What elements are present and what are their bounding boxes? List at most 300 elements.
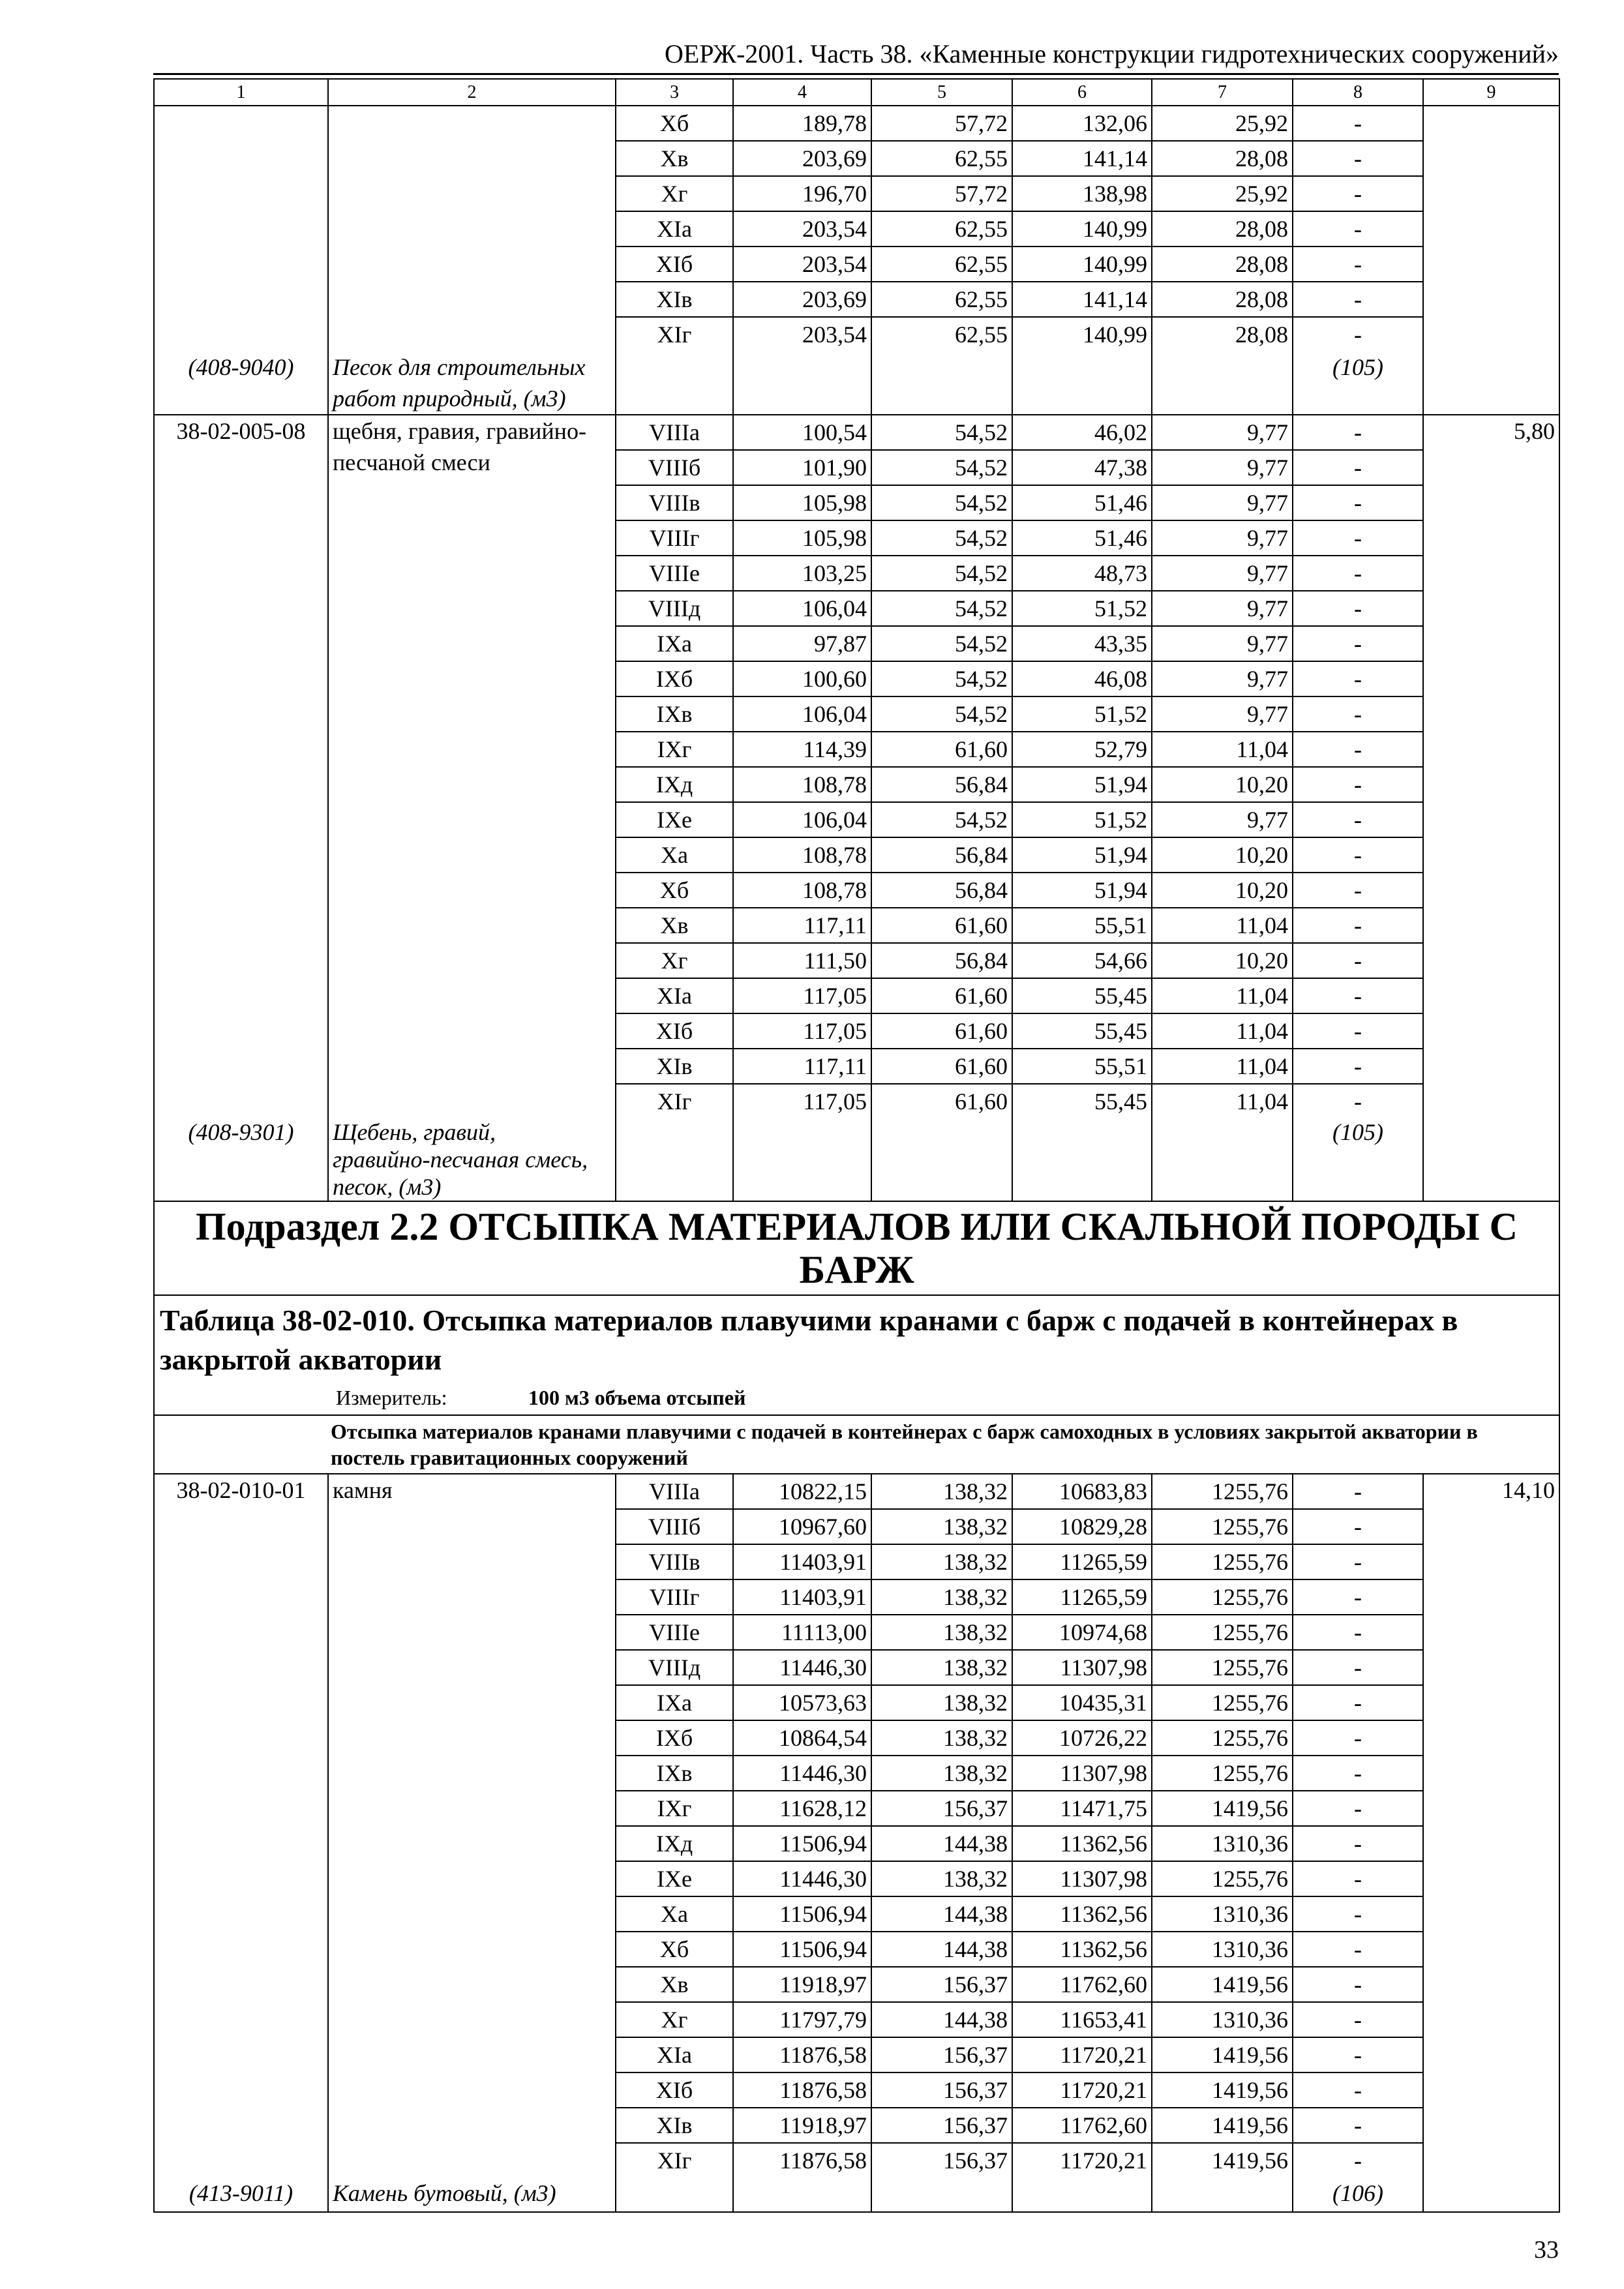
- wages-cell: 61,60: [871, 908, 1012, 943]
- zone-cell: Xг: [616, 2002, 733, 2037]
- page-number: 33: [1534, 2236, 1559, 2264]
- total-cost-cell: 10822,15: [733, 1474, 871, 1509]
- materials-cell: -: [1293, 978, 1423, 1013]
- materials-cell: -: [1293, 1685, 1423, 1720]
- materials-cell: -: [1293, 450, 1423, 485]
- wages-cell: 144,38: [871, 1932, 1012, 1967]
- zone-cell: VIIIв: [616, 1544, 733, 1579]
- total-cost-cell: 203,69: [733, 141, 871, 176]
- machine-cost-cell: 51,52: [1012, 802, 1152, 837]
- wages-cell: 56,84: [871, 837, 1012, 873]
- total-cost-cell: 10864,54: [733, 1720, 871, 1756]
- empty-cell: [871, 1118, 1012, 1201]
- machine-cost-cell: 11362,56: [1012, 1896, 1152, 1932]
- zone-cell: VIIIа: [616, 415, 733, 450]
- total-cost-cell: 100,54: [733, 415, 871, 450]
- zone-cell: IXг: [616, 1791, 733, 1826]
- materials-cell: -: [1293, 1579, 1423, 1615]
- wages-cell: 156,37: [871, 2072, 1012, 2108]
- material-name: [328, 1118, 616, 1201]
- machine-cost-cell: 11307,98: [1012, 1650, 1152, 1685]
- zone-cell: VIIIб: [616, 1509, 733, 1544]
- column-number: 3: [616, 79, 733, 106]
- column-number: 7: [1152, 79, 1293, 106]
- operator-wages-cell: 28,08: [1152, 141, 1293, 176]
- operator-wages-cell: 1255,76: [1152, 1544, 1293, 1579]
- operator-wages-cell: 25,92: [1152, 176, 1293, 211]
- zone-cell: VIIIд: [616, 1650, 733, 1685]
- zone-cell: XIв: [616, 282, 733, 317]
- rate-code: 38-02-010-01: [154, 1474, 328, 2177]
- operator-wages-cell: 9,77: [1152, 556, 1293, 591]
- materials-cell: -: [1293, 247, 1423, 282]
- total-cost-cell: 10573,63: [733, 1685, 871, 1720]
- total-cost-cell: 111,50: [733, 943, 871, 978]
- materials-cell: -: [1293, 2037, 1423, 2072]
- zone-cell: VIIIе: [616, 556, 733, 591]
- wages-cell: 138,32: [871, 1509, 1012, 1544]
- wages-cell: 156,37: [871, 1967, 1012, 2002]
- machine-cost-cell: 48,73: [1012, 556, 1152, 591]
- operator-wages-cell: 1310,36: [1152, 1826, 1293, 1861]
- materials-cell: -: [1293, 415, 1423, 450]
- machine-cost-cell: 55,51: [1012, 908, 1152, 943]
- zone-cell: XIа: [616, 978, 733, 1013]
- materials-cell: -: [1293, 1615, 1423, 1650]
- total-cost-cell: 105,98: [733, 485, 871, 520]
- operator-wages-cell: 1255,76: [1152, 1650, 1293, 1685]
- materials-cell: -: [1293, 1932, 1423, 1967]
- operator-wages-cell: 1419,56: [1152, 2037, 1293, 2072]
- materials-cell: -: [1293, 1509, 1423, 1544]
- materials-cell: -: [1293, 1013, 1423, 1049]
- zone-cell: XIб: [616, 247, 733, 282]
- zone-cell: Xв: [616, 141, 733, 176]
- zone-cell: VIIIг: [616, 520, 733, 556]
- material-qty: (105): [1293, 1118, 1423, 1201]
- total-cost-cell: 103,25: [733, 556, 871, 591]
- zone-cell: XIг: [616, 317, 733, 352]
- material-code: (408-9301): [154, 1118, 328, 1201]
- total-cost-cell: 106,04: [733, 802, 871, 837]
- name-cell-empty: [328, 106, 616, 352]
- empty-cell: [1012, 1118, 1152, 1201]
- wages-cell: 61,60: [871, 1049, 1012, 1084]
- machine-cost-cell: 46,02: [1012, 415, 1152, 450]
- operator-wages-cell: 1310,36: [1152, 1896, 1293, 1932]
- wages-cell: 156,37: [871, 1791, 1012, 1826]
- zone-cell: Xб: [616, 106, 733, 141]
- materials-cell: -: [1293, 317, 1423, 352]
- table-title-row: [154, 1295, 1559, 1415]
- wages-cell: 156,37: [871, 2037, 1012, 2072]
- wages-cell: 138,32: [871, 1579, 1012, 1615]
- col9-value: 5,80: [1423, 415, 1559, 1118]
- wages-cell: 62,55: [871, 317, 1012, 352]
- rate-name: [328, 415, 616, 1118]
- wages-cell: 144,38: [871, 1896, 1012, 1932]
- wages-cell: 156,37: [871, 2108, 1012, 2143]
- materials-cell: -: [1293, 837, 1423, 873]
- wages-cell: 144,38: [871, 1826, 1012, 1861]
- total-cost-cell: 11876,58: [733, 2143, 871, 2177]
- empty-cell: [1012, 2177, 1152, 2212]
- materials-cell: -: [1293, 1474, 1423, 1509]
- zone-cell: IXа: [616, 1685, 733, 1720]
- total-cost-cell: 11918,97: [733, 1967, 871, 2002]
- materials-cell: -: [1293, 591, 1423, 626]
- materials-cell: -: [1293, 873, 1423, 908]
- zone-cell: IXе: [616, 802, 733, 837]
- empty-cell: [1012, 352, 1152, 415]
- total-cost-cell: 105,98: [733, 520, 871, 556]
- operator-wages-cell: 9,77: [1152, 415, 1293, 450]
- operator-wages-cell: 1310,36: [1152, 2002, 1293, 2037]
- zone-cell: Xа: [616, 837, 733, 873]
- column-number: 4: [733, 79, 871, 106]
- zone-cell: XIб: [616, 1013, 733, 1049]
- material-name-line: песок, (м3): [333, 1174, 442, 1200]
- machine-cost-cell: 140,99: [1012, 211, 1152, 247]
- total-cost-cell: 108,78: [733, 837, 871, 873]
- empty-cell: [616, 352, 733, 415]
- machine-cost-cell: 11471,75: [1012, 1791, 1152, 1826]
- zone-cell: XIа: [616, 2037, 733, 2072]
- wages-cell: 57,72: [871, 106, 1012, 141]
- rates-table: [153, 78, 1560, 2213]
- zone-cell: Xб: [616, 873, 733, 908]
- zone-cell: VIIIе: [616, 1615, 733, 1650]
- operator-wages-cell: 1255,76: [1152, 1720, 1293, 1756]
- total-cost-cell: 97,87: [733, 626, 871, 661]
- wages-cell: 54,52: [871, 450, 1012, 485]
- materials-cell: -: [1293, 943, 1423, 978]
- operator-wages-cell: 10,20: [1152, 767, 1293, 802]
- machine-cost-cell: 55,45: [1012, 978, 1152, 1013]
- machine-cost-cell: 51,46: [1012, 485, 1152, 520]
- machine-cost-cell: 51,94: [1012, 873, 1152, 908]
- material-row: [154, 352, 1559, 415]
- wages-cell: 138,32: [871, 1544, 1012, 1579]
- wages-cell: 144,38: [871, 2002, 1012, 2037]
- total-cost-cell: 203,54: [733, 317, 871, 352]
- measure-value: 100 м3 объема отсыпей: [528, 1386, 746, 1409]
- machine-cost-cell: 51,94: [1012, 767, 1152, 802]
- operator-wages-cell: 1419,56: [1152, 1791, 1293, 1826]
- zone-cell: Xв: [616, 908, 733, 943]
- machine-cost-cell: 10829,28: [1012, 1509, 1152, 1544]
- operator-wages-cell: 1419,56: [1152, 1967, 1293, 2002]
- total-cost-cell: 11876,58: [733, 2037, 871, 2072]
- measure-label: Измеритель:: [336, 1386, 447, 1409]
- materials-cell: -: [1293, 211, 1423, 247]
- subsection-description: Отсыпка материалов кранами плавучими с подачей в контейнерах с барж самоходных в условиях закрытой акватории в постель гравитационных сооружений: [154, 1415, 1559, 1474]
- machine-cost-cell: 55,51: [1012, 1049, 1152, 1084]
- materials-cell: -: [1293, 282, 1423, 317]
- zone-cell: Xв: [616, 1967, 733, 2002]
- machine-cost-cell: 10974,68: [1012, 1615, 1152, 1650]
- total-cost-cell: 11506,94: [733, 1896, 871, 1932]
- zone-cell: IXд: [616, 1826, 733, 1861]
- machine-cost-cell: 51,46: [1012, 520, 1152, 556]
- zone-cell: IXб: [616, 1720, 733, 1756]
- material-code: (413-9011): [154, 2177, 328, 2212]
- machine-cost-cell: 55,45: [1012, 1084, 1152, 1118]
- operator-wages-cell: 9,77: [1152, 450, 1293, 485]
- zone-cell: VIIIд: [616, 591, 733, 626]
- machine-cost-cell: 141,14: [1012, 282, 1152, 317]
- code-cell-empty: [154, 106, 328, 352]
- empty-cell: [871, 2177, 1012, 2212]
- materials-cell: -: [1293, 696, 1423, 732]
- zone-cell: Xг: [616, 176, 733, 211]
- operator-wages-cell: 9,77: [1152, 520, 1293, 556]
- running-header: ОЕРЖ-2001. Часть 38. «Каменные конструкции гидротехнических сооружений»: [664, 39, 1559, 68]
- column-number: 8: [1293, 79, 1423, 106]
- operator-wages-cell: 1419,56: [1152, 2108, 1293, 2143]
- machine-cost-cell: 11762,60: [1012, 1967, 1152, 2002]
- operator-wages-cell: 11,04: [1152, 1049, 1293, 1084]
- total-cost-cell: 117,05: [733, 1084, 871, 1118]
- materials-cell: -: [1293, 1791, 1423, 1826]
- machine-cost-cell: 140,99: [1012, 247, 1152, 282]
- operator-wages-cell: 9,77: [1152, 696, 1293, 732]
- operator-wages-cell: 1255,76: [1152, 1509, 1293, 1544]
- total-cost-cell: 189,78: [733, 106, 871, 141]
- total-cost-cell: 100,60: [733, 661, 871, 696]
- machine-cost-cell: 10726,22: [1012, 1720, 1152, 1756]
- materials-cell: -: [1293, 1049, 1423, 1084]
- wages-cell: 56,84: [871, 767, 1012, 802]
- wages-cell: 62,55: [871, 141, 1012, 176]
- zone-cell: VIIIв: [616, 485, 733, 520]
- operator-wages-cell: 9,77: [1152, 485, 1293, 520]
- operator-wages-cell: 11,04: [1152, 732, 1293, 767]
- empty-cell: [1423, 352, 1559, 415]
- materials-cell: -: [1293, 1756, 1423, 1791]
- machine-cost-cell: 132,06: [1012, 106, 1152, 141]
- wages-cell: 54,52: [871, 591, 1012, 626]
- zone-cell: XIг: [616, 1084, 733, 1118]
- materials-cell: -: [1293, 141, 1423, 176]
- operator-wages-cell: 1419,56: [1152, 2072, 1293, 2108]
- zone-cell: XIв: [616, 2108, 733, 2143]
- operator-wages-cell: 10,20: [1152, 873, 1293, 908]
- column-number: 9: [1423, 79, 1559, 106]
- wages-cell: 56,84: [871, 873, 1012, 908]
- materials-cell: -: [1293, 908, 1423, 943]
- material-row: [154, 2177, 1559, 2212]
- wages-cell: 54,52: [871, 485, 1012, 520]
- total-cost-cell: 11446,30: [733, 1650, 871, 1685]
- zone-cell: IXг: [616, 732, 733, 767]
- total-cost-cell: 10967,60: [733, 1509, 871, 1544]
- machine-cost-cell: 54,66: [1012, 943, 1152, 978]
- wages-cell: 61,60: [871, 1084, 1012, 1118]
- subsection-row: [154, 1415, 1559, 1474]
- operator-wages-cell: 28,08: [1152, 282, 1293, 317]
- empty-cell: [616, 2177, 733, 2212]
- wages-cell: 138,32: [871, 1756, 1012, 1791]
- material-qty: (105): [1293, 352, 1423, 415]
- operator-wages-cell: 1255,76: [1152, 1861, 1293, 1896]
- wages-cell: 54,52: [871, 415, 1012, 450]
- wages-cell: 138,32: [871, 1720, 1012, 1756]
- col9-value: 14,10: [1423, 1474, 1559, 2177]
- machine-cost-cell: 11653,41: [1012, 2002, 1152, 2037]
- section-title-row: [154, 1201, 1559, 1295]
- material-qty: (106): [1293, 2177, 1423, 2212]
- operator-wages-cell: 28,08: [1152, 247, 1293, 282]
- empty-cell: [1423, 1118, 1559, 1201]
- wages-cell: 61,60: [871, 978, 1012, 1013]
- table-title: [154, 1295, 1559, 1415]
- materials-cell: -: [1293, 176, 1423, 211]
- wages-cell: 54,52: [871, 520, 1012, 556]
- zone-cell: IXе: [616, 1861, 733, 1896]
- total-cost-cell: 11113,00: [733, 1615, 871, 1650]
- operator-wages-cell: 11,04: [1152, 978, 1293, 1013]
- col9-cell-empty: [1423, 106, 1559, 352]
- empty-cell: [1423, 2177, 1559, 2212]
- wages-cell: 56,84: [871, 943, 1012, 978]
- zone-cell: IXа: [616, 626, 733, 661]
- zone-cell: XIб: [616, 2072, 733, 2108]
- operator-wages-cell: 28,08: [1152, 211, 1293, 247]
- wages-cell: 138,32: [871, 1861, 1012, 1896]
- machine-cost-cell: 51,94: [1012, 837, 1152, 873]
- total-cost-cell: 101,90: [733, 450, 871, 485]
- data-row: [154, 1474, 1559, 1509]
- machine-cost-cell: 47,38: [1012, 450, 1152, 485]
- machine-cost-cell: 46,08: [1012, 661, 1152, 696]
- zone-cell: IXд: [616, 767, 733, 802]
- section-title: Подраздел 2.2 ОТСЫПКА МАТЕРИАЛОВ ИЛИ СКАЛЬНОЙ ПОРОДЫ С БАРЖ: [154, 1201, 1559, 1295]
- materials-cell: -: [1293, 1967, 1423, 2002]
- machine-cost-cell: 141,14: [1012, 141, 1152, 176]
- materials-cell: -: [1293, 732, 1423, 767]
- total-cost-cell: 203,69: [733, 282, 871, 317]
- machine-cost-cell: 11762,60: [1012, 2108, 1152, 2143]
- materials-cell: -: [1293, 485, 1423, 520]
- table-title-text: Таблица 38-02-010. Отсыпка материалов плавучими кранами с барж с подачей в контейнерах в закрытой акватории: [160, 1304, 1458, 1376]
- wages-cell: 61,60: [871, 1013, 1012, 1049]
- materials-cell: -: [1293, 106, 1423, 141]
- empty-cell: [616, 1118, 733, 1201]
- operator-wages-cell: 1255,76: [1152, 1579, 1293, 1615]
- wages-cell: 61,60: [871, 732, 1012, 767]
- data-row: [154, 106, 1559, 141]
- zone-cell: Xг: [616, 943, 733, 978]
- total-cost-cell: 11403,91: [733, 1579, 871, 1615]
- zone-cell: VIIIа: [616, 1474, 733, 1509]
- zone-cell: XIа: [616, 211, 733, 247]
- machine-cost-cell: 55,45: [1012, 1013, 1152, 1049]
- material-name-line: работ природный, (м3): [333, 385, 566, 411]
- material-name-line: гравийно-песчаная смесь,: [333, 1146, 588, 1173]
- total-cost-cell: 11446,30: [733, 1756, 871, 1791]
- operator-wages-cell: 1419,56: [1152, 2143, 1293, 2177]
- zone-cell: Xб: [616, 1932, 733, 1967]
- total-cost-cell: 203,54: [733, 211, 871, 247]
- wages-cell: 138,32: [871, 1685, 1012, 1720]
- materials-cell: -: [1293, 1861, 1423, 1896]
- empty-cell: [1152, 2177, 1293, 2212]
- rates-table-body: [154, 79, 1559, 2212]
- total-cost-cell: 11446,30: [733, 1861, 871, 1896]
- column-number-row: [154, 79, 1559, 106]
- total-cost-cell: 117,11: [733, 1049, 871, 1084]
- operator-wages-cell: 10,20: [1152, 837, 1293, 873]
- materials-cell: -: [1293, 556, 1423, 591]
- machine-cost-cell: 10683,83: [1012, 1474, 1152, 1509]
- machine-cost-cell: 11362,56: [1012, 1826, 1152, 1861]
- total-cost-cell: 11403,91: [733, 1544, 871, 1579]
- materials-cell: -: [1293, 2108, 1423, 2143]
- wages-cell: 54,52: [871, 696, 1012, 732]
- empty-cell: [733, 1118, 871, 1201]
- materials-cell: -: [1293, 2002, 1423, 2037]
- column-number: 1: [154, 79, 328, 106]
- materials-cell: -: [1293, 1826, 1423, 1861]
- material-row: [154, 1118, 1559, 1201]
- rate-code: 38-02-005-08: [154, 415, 328, 1118]
- operator-wages-cell: 28,08: [1152, 317, 1293, 352]
- machine-cost-cell: 11362,56: [1012, 1932, 1152, 1967]
- material-name-line: Песок для строительных: [333, 354, 586, 380]
- machine-cost-cell: 11265,59: [1012, 1544, 1152, 1579]
- operator-wages-cell: 11,04: [1152, 1013, 1293, 1049]
- total-cost-cell: 11876,58: [733, 2072, 871, 2108]
- empty-cell: [1152, 1118, 1293, 1201]
- empty-cell: [871, 352, 1012, 415]
- total-cost-cell: 117,05: [733, 1013, 871, 1049]
- materials-cell: -: [1293, 1544, 1423, 1579]
- operator-wages-cell: 10,20: [1152, 943, 1293, 978]
- operator-wages-cell: 25,92: [1152, 106, 1293, 141]
- machine-cost-cell: 52,79: [1012, 732, 1152, 767]
- total-cost-cell: 106,04: [733, 696, 871, 732]
- material-name: Камень бутовый, (м3): [328, 2177, 616, 2212]
- material-code: (408-9040): [154, 352, 328, 415]
- data-row: [154, 415, 1559, 450]
- total-cost-cell: 11628,12: [733, 1791, 871, 1826]
- machine-cost-cell: 51,52: [1012, 591, 1152, 626]
- rate-name: камня: [328, 1474, 616, 2177]
- operator-wages-cell: 11,04: [1152, 908, 1293, 943]
- total-cost-cell: 117,05: [733, 978, 871, 1013]
- operator-wages-cell: 1255,76: [1152, 1756, 1293, 1791]
- operator-wages-cell: 1310,36: [1152, 1932, 1293, 1967]
- machine-cost-cell: 10435,31: [1012, 1685, 1152, 1720]
- column-number: 5: [871, 79, 1012, 106]
- header-rule: [153, 73, 1559, 75]
- zone-cell: XIг: [616, 2143, 733, 2177]
- materials-cell: -: [1293, 1896, 1423, 1932]
- machine-cost-cell: 51,52: [1012, 696, 1152, 732]
- operator-wages-cell: 1255,76: [1152, 1474, 1293, 1509]
- operator-wages-cell: 1255,76: [1152, 1615, 1293, 1650]
- wages-cell: 138,32: [871, 1615, 1012, 1650]
- empty-cell: [733, 352, 871, 415]
- machine-cost-cell: 11307,98: [1012, 1756, 1152, 1791]
- materials-cell: -: [1293, 2072, 1423, 2108]
- total-cost-cell: 11506,94: [733, 1932, 871, 1967]
- empty-cell: [733, 2177, 871, 2212]
- total-cost-cell: 11797,79: [733, 2002, 871, 2037]
- zone-cell: XIв: [616, 1049, 733, 1084]
- machine-cost-cell: 11720,21: [1012, 2143, 1152, 2177]
